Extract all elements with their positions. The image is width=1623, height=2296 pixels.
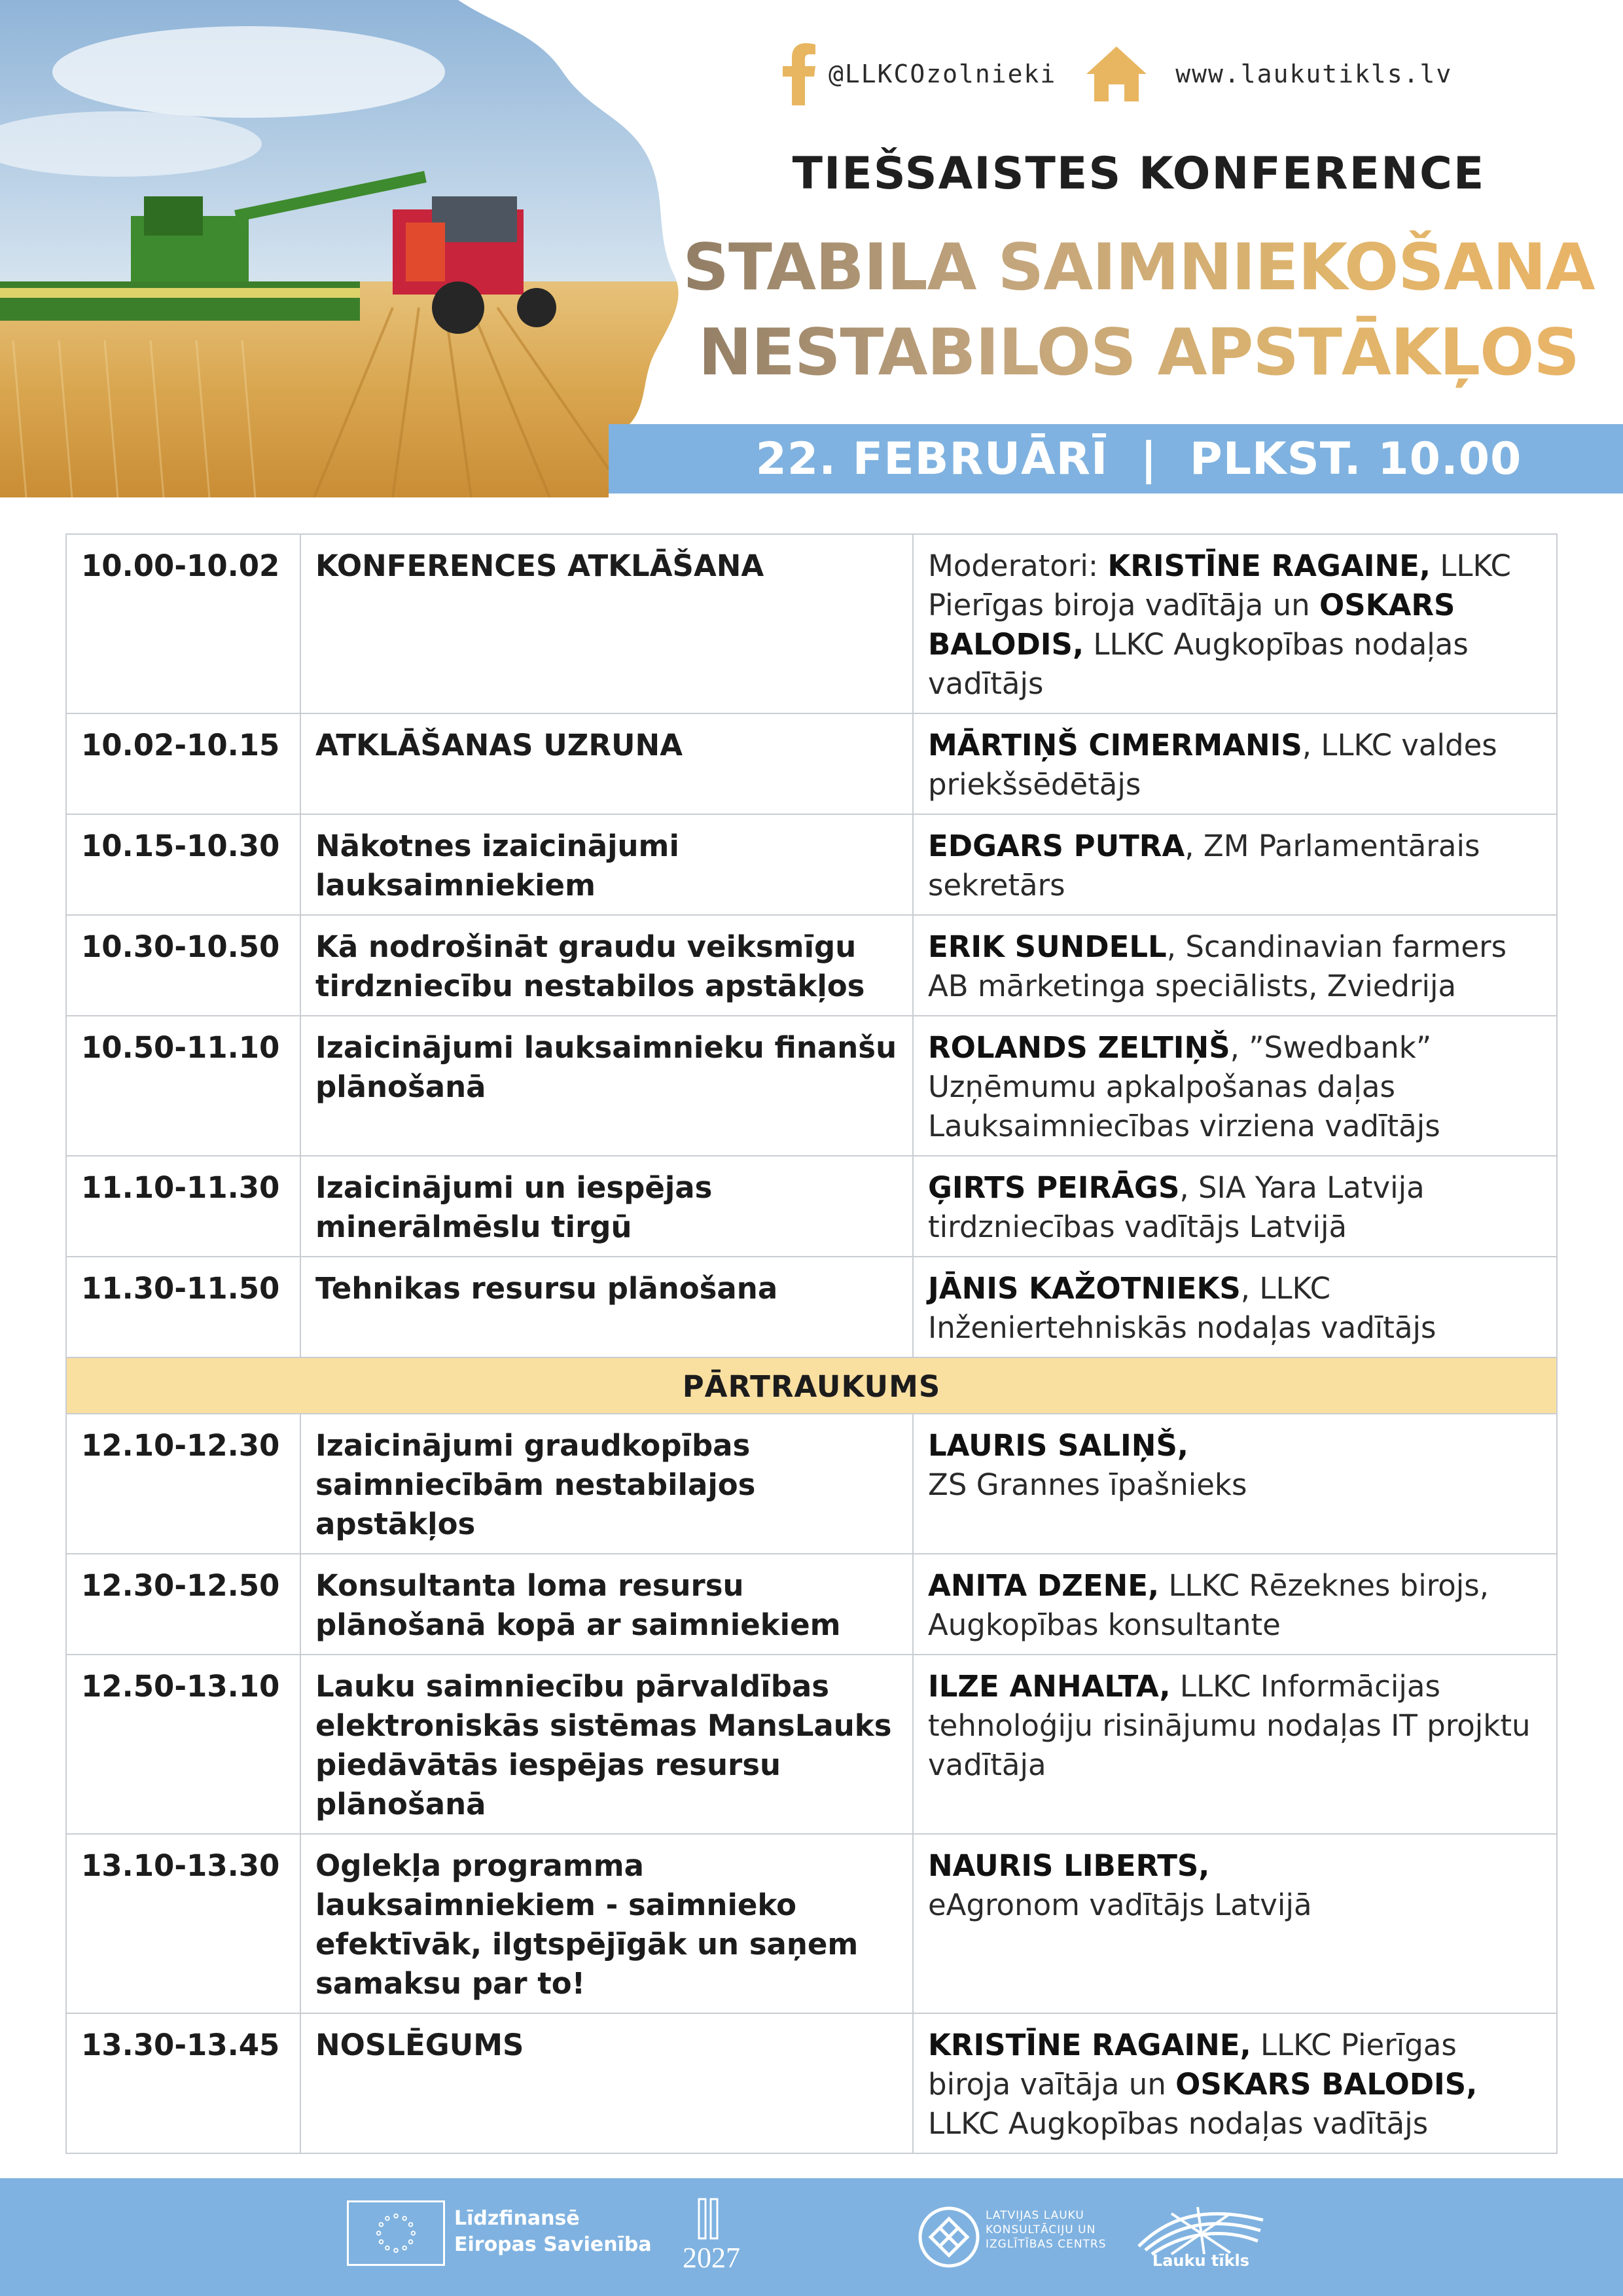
table-row (66, 1257, 1557, 1357)
speaker-cell (913, 713, 1557, 814)
programme-year: 2027 (683, 2242, 740, 2274)
table-row (66, 1554, 1557, 1655)
footer-bar (0, 2178, 1623, 2296)
table-row (66, 1834, 1557, 2013)
speaker-role: , LLKC valdes priekšsēdētājs (928, 728, 1497, 802)
speaker-cell (913, 1156, 1557, 1257)
speaker-name: ĢIRTS PEIRĀGS (928, 1170, 1180, 1205)
cofinance-text (454, 2206, 652, 2258)
cofinance-line2: Eiropas Savienība (454, 2233, 652, 2256)
time-cell: 10.50-11.10 (66, 1016, 300, 1156)
speaker-cell (913, 1655, 1557, 1834)
time-cell: 12.30-12.50 (66, 1554, 300, 1655)
speaker-name: ERIK SUNDELL (928, 929, 1167, 964)
speaker-name: OSKARS BALODIS, (1175, 2067, 1478, 2102)
speaker-name: ROLANDS ZELTIŅŠ (928, 1030, 1230, 1065)
table-row (66, 1414, 1557, 1554)
table-row (66, 915, 1557, 1016)
topic-cell: Konsultanta loma resursu plānošanā kopā ar saimniekiem (300, 1554, 913, 1655)
time-cell: 12.10-12.30 (66, 1414, 300, 1554)
home-icon[interactable] (1084, 44, 1149, 104)
speaker-role: ZS Grannes īpašnieks (928, 1467, 1247, 1502)
llkc-name (986, 2208, 1107, 2251)
social-links (783, 38, 1452, 110)
speaker-role: , Scandinavian farmers AB mārketinga speciālists, Zviedrija (928, 929, 1507, 1003)
facebook-icon[interactable] (783, 43, 817, 105)
speaker-role: LLKC Pierīgas biroja vadītāja un (928, 548, 1511, 622)
speaker-name: KRISTĪNE RAGAINE, (1107, 548, 1431, 583)
table-row (66, 2013, 1557, 2153)
speaker-name: ANITA DZENE, (928, 1568, 1160, 1603)
conference-title-line1: STABILA SAIMNIEKOŠANA (654, 230, 1623, 305)
table-row (66, 1016, 1557, 1156)
time-cell: 11.10-11.30 (66, 1156, 300, 1257)
llkc-line2: KONSULTĀCIJU UN (986, 2223, 1096, 2236)
topic-cell: Oglekļa programma lauksaimniekiem - saimnieko efektīvāk, ilgtspējīgāk un saņem samaksu par to! (300, 1834, 913, 2013)
speaker-name: JĀNIS KAŽOTNIEKS (928, 1271, 1241, 1306)
time-cell: 13.10-13.30 (66, 1834, 300, 2013)
topic-cell: NOSLĒGUMS (300, 2013, 913, 2153)
speaker-role: , ZM Parlamentārais sekretārs (928, 829, 1480, 903)
llkc-line1: LATVIJAS LAUKU (986, 2209, 1084, 2222)
llkc-line3: IZGLĪTĪBAS CENTRS (986, 2238, 1107, 2251)
time-cell: 10.02-10.15 (66, 713, 300, 814)
speaker-cell (913, 1257, 1557, 1357)
torn-edge-overlay (0, 0, 694, 497)
speaker-prefix: Moderatori: (928, 548, 1108, 583)
speaker-role: , ”Swedbank” Uzņēmumu apkalpošanas daļas Lauksaimniecības virziena vadītājs (928, 1030, 1440, 1143)
break-row (66, 1357, 1557, 1414)
facebook-handle[interactable]: @LLKCOzolnieki (829, 60, 1057, 88)
speaker-name: LAURIS SALIŅŠ, (928, 1428, 1188, 1463)
speaker-name: KRISTĪNE RAGAINE, (928, 2028, 1251, 2062)
conference-type: TIEŠSAISTES KONFERENCE (792, 148, 1486, 200)
topic-cell: KONFERENCES ATKLĀŠANA (300, 534, 913, 713)
time-cell: 12.50-13.10 (66, 1655, 300, 1834)
topic-cell: Izaicinājumi lauksaimnieku finanšu plānošanā (300, 1016, 913, 1156)
time-cell: 10.15-10.30 (66, 814, 300, 915)
time-cell: 11.30-11.50 (66, 1257, 300, 1357)
conference-title-line2: NESTABILOS APSTĀKĻOS (654, 315, 1623, 390)
speaker-role: eAgronom vadītājs Latvijā (928, 1888, 1312, 1922)
llkc-logo-icon (916, 2204, 982, 2270)
speaker-name: EDGARS PUTRA (928, 829, 1185, 863)
lauku-tikls-label: Lauku tīkls (1152, 2251, 1250, 2270)
speaker-name: ILZE ANHALTA, (928, 1669, 1171, 1704)
date-time-text: 22. FEBRUĀRĪ | PLKST. 10.00 (755, 433, 1522, 485)
time-cell: 10.00-10.02 (66, 534, 300, 713)
topic-cell: Tehnikas resursu plānošana (300, 1257, 913, 1357)
programme-2027-logo (669, 2197, 754, 2275)
speaker-name: OSKARS BALODIS, (928, 588, 1455, 662)
speaker-cell (913, 1016, 1557, 1156)
speaker-role: LLKC Pierīgas biroja vaītāja un (928, 2028, 1457, 2102)
agenda-table (65, 533, 1558, 2154)
speaker-role: LLKC Informācijas tehnoloģiju risinājumu nodaļas IT projktu vadītāja (928, 1669, 1531, 1782)
eu-flag-icon (347, 2200, 445, 2266)
speaker-name: NAURIS LIBERTS, (928, 1848, 1210, 1883)
table-row (66, 1156, 1557, 1257)
speaker-role: , LLKC Inženiertehniskās nodaļas vadītājs (928, 1271, 1436, 1345)
table-row (66, 713, 1557, 814)
time-cell: 13.30-13.45 (66, 2013, 300, 2153)
topic-cell: Izaicinājumi graudkopības saimniecībām nestabilajos apstākļos (300, 1414, 913, 1554)
speaker-role: LLKC Augkopības nodaļas vadītājs (928, 2106, 1429, 2141)
time-cell: 10.30-10.50 (66, 915, 300, 1016)
speaker-cell (913, 1834, 1557, 2013)
speaker-cell (913, 2013, 1557, 2153)
table-row (66, 534, 1557, 713)
speaker-cell (913, 814, 1557, 915)
speaker-cell (913, 1414, 1557, 1554)
website-link[interactable]: www.laukutikls.lv (1175, 60, 1453, 88)
topic-cell: Lauku saimniecību pārvaldības elektroniskās sistēmas MansLauks piedāvātās iespējas resursu plānošanā (300, 1655, 913, 1834)
table-row (66, 814, 1557, 915)
speaker-role: , SIA Yara Latvija tirdzniecības vadītājs Latvijā (928, 1170, 1425, 1244)
cofinance-line1: Līdzfinansē (454, 2207, 580, 2230)
topic-cell: Nākotnes izaicinājumi lauksaimniekiem (300, 814, 913, 915)
topic-cell: Kā nodrošināt graudu veiksmīgu tirdzniecību nestabilos apstākļos (300, 915, 913, 1016)
speaker-cell (913, 1554, 1557, 1655)
speaker-cell (913, 534, 1557, 713)
speaker-role: LLKC Rēzeknes birojs, Augkopības konsultante (928, 1568, 1489, 1642)
table-row (66, 1655, 1557, 1834)
topic-cell: Izaicinājumi un iespējas minerālmēslu tirgū (300, 1156, 913, 1257)
speaker-name: MĀRTIŅŠ CIMERMANIS (928, 728, 1302, 762)
topic-cell: ATKLĀŠANAS UZRUNA (300, 713, 913, 814)
speaker-cell (913, 915, 1557, 1016)
break-label: PĀRTRAUKUMS (66, 1357, 1557, 1414)
speaker-role: LLKC Augkopības nodaļas vadītājs (928, 627, 1469, 701)
